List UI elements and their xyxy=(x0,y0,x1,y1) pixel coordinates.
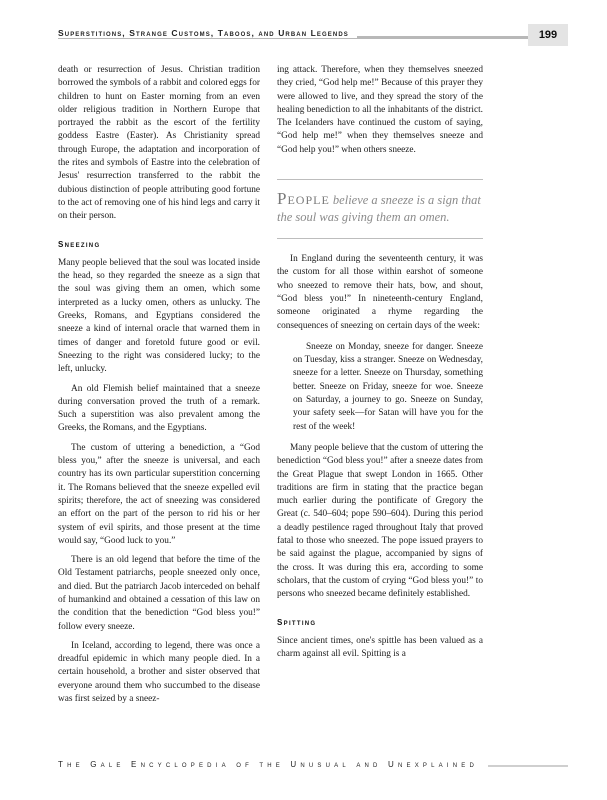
body-paragraph: The custom of uttering a benediction, a “God bless you,” after the sneeze is universal, and each country has its own particular superstition concerning it. The Romans believed that the sneeze expelled evil spirits; therefore, the act of sneezing was considered an effort on the part of the person to rid his or her system of evil spirits, and those present at the time would say, “Good luck to you.” xyxy=(58,442,260,546)
right-column xyxy=(277,64,483,661)
pull-quote xyxy=(277,179,483,239)
body-paragraph: ing attack. Therefore, when they themselves sneezed they cried, “God help me!” Because of this prayer they were allowed to live, and they spread the story of the healing benediction to all the inhabitants of the district. The Icelanders have continued the custom of saying, “God help me!” when they themselves sneeze and “God help you!” when others sneeze. xyxy=(277,65,483,155)
body-paragraph: There is an old legend that before the time of the Old Testament patriarchs, people sneezed only once, and died. But the patriarch Jacob interceded on behalf of humankind and obtained a cessation of this law on the condition that the benediction “God bless you!” follow every sneeze. xyxy=(58,555,260,632)
body-paragraph: Since ancient times, one's spittle has been valued as a charm against all evil. Spitting is a xyxy=(277,635,483,660)
footer-title: The Gale Encyclopedia of the Unusual and Unexplained xyxy=(58,760,488,769)
body-paragraph: Many people believed that the soul was located inside the head, so they regarded the sneeze as a sign that the soul was giving them an omen, which some interpreted as a lucky omen, others as unlucky. The Greeks, Romans, and Egyptians considered the sneeze a kind of internal oracle that warned them in times of danger and foretold future good or evil. Sneezing to the right was considered lucky; to the left, unlucky. xyxy=(58,257,260,375)
verse-block xyxy=(293,341,483,434)
page-number: 199 xyxy=(528,24,568,46)
body-paragraph: Many people believe that the custom of uttering the benediction “God bless you!” after a sneeze dates from the Great Plague that swept London in 1665. Other traditions are firm in stating that the practice began much earlier during the pontificate of Gregory the Great (c. 540–604; pope 590–604). During this period a deadly pestilence raged throughout Italy that proved fatal to those who sneezed. The pope issued prayers to be said against the plague, accompanied by signs of the cross. It was during this era, according to some scholars, that the custom of crying “God bless you!” to persons who sneezed became definitely established. xyxy=(277,442,483,600)
verse-text: Sneeze on Monday, sneeze for danger. Sneeze on Tuesday, kiss a stranger. Sneeze on Wednesday, sneeze for a letter. Sneeze on Thursday, something better. Sneeze on Friday, sneeze for woe. Sneeze on Saturday, a journey to go. Sneeze on Sunday, your safety seek—for Satan will have you for the rest of the week! xyxy=(293,341,483,432)
section-heading-spitting: Spitting xyxy=(277,617,317,627)
body-paragraph: An old Flemish belief maintained that a sneeze during conversation proved the truth of a remark. Such a superstition was also prevalent among the Greeks, the Romans, and the Egyptians. xyxy=(58,383,260,434)
running-footer xyxy=(58,760,568,774)
section-heading-sneezing: Sneezing xyxy=(58,239,101,249)
running-header xyxy=(58,28,568,46)
body-paragraph: In Iceland, according to legend, there was once a dreadful epidemic in which many people died. In a certain household, a brother and sister observed that everyone around them who succumbed to the disease was first seized by a sneez- xyxy=(58,640,260,705)
body-paragraph: In England during the seventeenth century, it was the custom for all those within earshot of someone who sneezed to remove their hats, bow, and shout, “God bless you!” In nineteenth-century England, someone originated a rhyme regarding the consequences of sneezing on certain days of the week: xyxy=(277,254,483,331)
pull-quote-lead: People xyxy=(277,189,330,209)
pull-quote-text: believe a sneeze is a sign that the soul was giving them an omen. xyxy=(277,193,481,225)
left-column xyxy=(58,64,260,706)
running-header-title: Superstitions, Strange Customs, Taboos, and Urban Legends xyxy=(58,28,357,38)
intro-paragraph: death or resurrection of Jesus. Christian tradition borrowed the symbols of a rabbit and colored eggs for children to hunt on Easter morning from an even older religious tradition in Northern Europe that portrayed the rabbit as the escort of the fertility goddess Eastre (Easter). As Christianity spread through Europe, the adaptation and incorporation of the rites and symbols of Eastre into the celebration of Jesus' resurrection transferred to the rabbit the dubious distinction of people attributing good fortune to the act of removing one of his hind legs and carry it on their person. xyxy=(58,65,260,222)
